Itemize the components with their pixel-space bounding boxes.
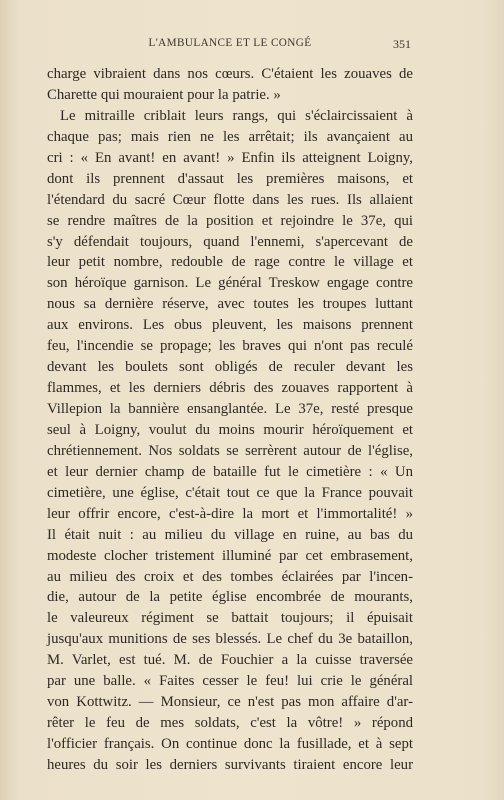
text-line: nous sa dernière réserve, avec toutes les troupes luttant — [47, 296, 413, 313]
body-text — [47, 64, 413, 776]
text-line: devant les boulets sont obligés de reculer devant les — [47, 359, 413, 376]
text-line: M. Varlet, est tué. M. de Fouchier a la cuisse traversée — [47, 652, 413, 669]
text-line: l'étendard du sacré Cœur flotte dans les rues. Ils allaient — [47, 191, 413, 208]
text-line: charge vibraient dans nos cœurs. C'étaient les zouaves de — [47, 66, 413, 82]
text-line: seul à Loigny, voulut du moins mourir héroïquement et — [47, 421, 413, 438]
text-line: au milieu des croix et des tombes éclairées par l'incen- — [47, 568, 413, 585]
text-line: et leur dernier champ de bataille fut le cimetière : « Un — [47, 463, 413, 480]
text-line: Charette qui mouraient pour la patrie. » — [47, 86, 281, 103]
text-line: Il était nuit : au milieu du village en ruine, au bas du — [47, 526, 413, 543]
text-line: Villepion la bannière ensanglantée. Le 37e, resté presque — [47, 401, 413, 417]
text-line: heures du soir les derniers survivants tiraient encore leur — [47, 756, 413, 773]
text-line: cri : « En avant! en avant! » Enfin ils atteignent Loigny, — [47, 149, 413, 166]
running-head: L'AMBULANCE ET LE CONGÉ — [148, 37, 312, 49]
text-line: par une balle. « Faites cesser le feu! lui crie le général — [47, 673, 413, 690]
page-number: 351 — [393, 37, 411, 51]
text-line: l'officier français. On continue donc la fusillade, et à sept — [47, 736, 413, 752]
paragraph-start-line: Le mitraille criblait leurs rangs, qui s'éclaircissaient à — [60, 107, 413, 124]
text-line: son héroïque garnison. Le général Treskow engage contre — [47, 275, 413, 292]
text-line: cimetière, une église, c'était tout ce que la France pouvait — [47, 484, 413, 501]
text-line: die, autour de la petite église encombrée de mourants, — [47, 589, 413, 606]
text-line: leur offrir encore, c'est-à-dire la mort et l'immortalité! » — [47, 505, 413, 522]
text-line: modeste clocher tristement illuminé par cet embrasement, — [47, 547, 413, 564]
text-line: dont ils prennent d'assaut les premières maisons, et — [47, 170, 413, 187]
text-line: s'y défendait toujours, quand l'ennemi, s'apercevant de — [47, 233, 413, 250]
text-line: feu, l'incendie se propage; les braves qui n'ont pas reculé — [47, 338, 413, 355]
text-line: leur petit nombre, redouble de rage contre le village et — [47, 254, 413, 271]
text-line: chrétiennement. Nos soldats se serrèrent autour de l'église, — [47, 442, 413, 459]
text-line: jusqu'aux munitions de ses blessés. Le chef du 3e bataillon, — [47, 631, 413, 648]
text-line: rêter le feu de mes soldats, c'est la vôtre! » répond — [47, 715, 413, 732]
text-line: se rendre maîtres de la position et rejoindre le 37e, qui — [47, 212, 413, 229]
text-line: flammes, et les derniers débris des zouaves rapportent à — [47, 380, 413, 397]
text-line: aux environs. Les obus pleuvent, les maisons prennent — [47, 317, 413, 334]
text-line: chaque pas; mais rien ne les arrêtait; ils avançaient au — [47, 128, 413, 145]
text-line: von Kottwitz. — Monsieur, ce n'est pas mon affaire d'ar- — [47, 694, 413, 711]
text-line: le valeureux régiment se battait toujours; il épuisait — [47, 610, 413, 627]
